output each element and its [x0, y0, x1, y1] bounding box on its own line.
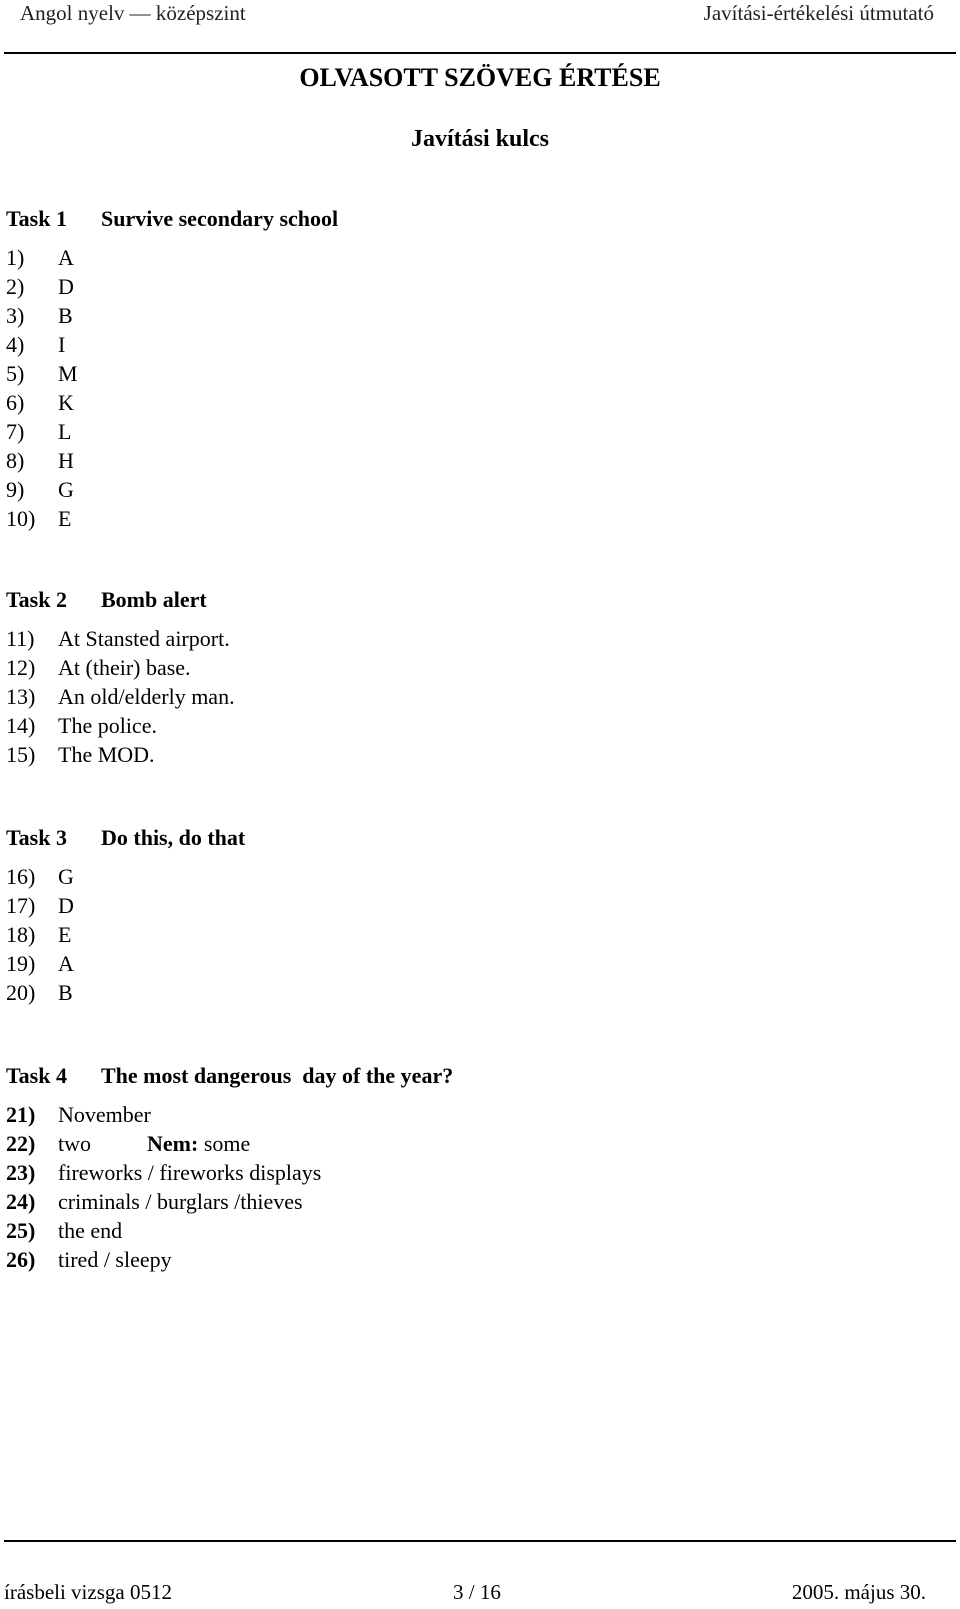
item-answer: D	[58, 893, 74, 918]
task-title: Do this, do that	[101, 825, 246, 850]
item-answer: I	[58, 332, 66, 357]
answer-item	[6, 272, 338, 301]
answer-list	[6, 1100, 453, 1274]
task-label: Task 2	[6, 587, 67, 612]
item-number: 22)	[6, 1131, 36, 1156]
item-number: 1)	[6, 245, 25, 270]
item-number: 26)	[6, 1247, 36, 1272]
answer-item	[6, 1100, 453, 1129]
answer-item	[6, 920, 245, 949]
item-number: 14)	[6, 713, 36, 738]
item-answer: November	[58, 1102, 151, 1127]
task-1-section	[6, 203, 338, 533]
item-answer: fireworks / fireworks displays	[58, 1160, 322, 1185]
item-answer: M	[58, 361, 78, 386]
answer-item	[6, 446, 338, 475]
item-number: 23)	[6, 1160, 36, 1185]
item-number: 5)	[6, 361, 25, 386]
item-number: 15)	[6, 742, 36, 767]
item-answer: B	[58, 980, 73, 1005]
task-3-section	[6, 822, 245, 1007]
answer-list	[6, 862, 245, 1007]
answer-item	[6, 301, 338, 330]
answer-item	[6, 475, 338, 504]
answer-item	[6, 417, 338, 446]
item-answer: A	[58, 951, 74, 976]
answer-list	[6, 243, 338, 533]
not-accepted-answer: some	[198, 1131, 251, 1156]
answer-item	[6, 1187, 453, 1216]
task-heading	[6, 822, 245, 854]
answer-item	[6, 388, 338, 417]
item-number: 25)	[6, 1218, 36, 1243]
footer-date: 2005. május 30.	[791, 1580, 926, 1604]
item-number: 17)	[6, 893, 36, 918]
answer-item	[6, 243, 338, 272]
answer-item	[6, 740, 235, 769]
item-number: 13)	[6, 684, 36, 709]
item-number: 18)	[6, 922, 36, 947]
footer-exam-code: írásbeli vizsga 0512	[4, 1580, 172, 1604]
task-2-section	[6, 584, 235, 769]
item-answer: H	[58, 448, 74, 473]
item-answer: At (their) base.	[58, 655, 191, 680]
answer-item	[6, 862, 245, 891]
header-subject: Angol nyelv — középszint	[20, 1, 246, 25]
item-number: 6)	[6, 390, 25, 415]
item-answer: criminals / burglars /thieves	[58, 1189, 303, 1214]
task-label: Task 4	[6, 1063, 67, 1088]
answer-list	[6, 624, 235, 769]
item-number: 10)	[6, 506, 36, 531]
item-number: 9)	[6, 477, 25, 502]
answer-item	[6, 1245, 453, 1274]
item-number: 8)	[6, 448, 25, 473]
answer-item	[6, 711, 235, 740]
item-number: 3)	[6, 303, 25, 328]
answer-item	[6, 949, 245, 978]
page-title: OLVASOTT SZÖVEG ÉRTÉSE	[299, 63, 661, 92]
item-answer: L	[58, 419, 72, 444]
item-number: 12)	[6, 655, 36, 680]
item-number: 24)	[6, 1189, 36, 1214]
header-divider	[4, 52, 956, 54]
item-answer: E	[58, 922, 72, 947]
item-answer: G	[58, 477, 74, 502]
answer-item	[6, 682, 235, 711]
task-4-section	[6, 1060, 453, 1274]
task-title: The most dangerous day of the year?	[101, 1063, 454, 1088]
item-answer: D	[58, 274, 74, 299]
item-number: 7)	[6, 419, 25, 444]
task-heading	[6, 1060, 453, 1092]
item-number: 4)	[6, 332, 25, 357]
answer-item	[6, 330, 338, 359]
footer-divider	[4, 1540, 956, 1542]
item-answer: K	[58, 390, 74, 415]
task-label: Task 1	[6, 206, 67, 231]
answer-item	[6, 653, 235, 682]
answer-item	[6, 1129, 453, 1158]
answer-item	[6, 359, 338, 388]
item-answer: A	[58, 245, 74, 270]
not-accepted-label: Nem:	[147, 1131, 199, 1156]
item-answer: tired / sleepy	[58, 1247, 172, 1272]
task-title: Bomb alert	[101, 587, 207, 612]
answer-item	[6, 1216, 453, 1245]
task-title: Survive secondary school	[101, 206, 339, 231]
item-answer: The MOD.	[58, 742, 155, 767]
item-answer: G	[58, 864, 74, 889]
task-label: Task 3	[6, 825, 67, 850]
item-number: 21)	[6, 1102, 36, 1127]
answer-item	[6, 978, 245, 1007]
page-header	[20, 0, 934, 26]
header-document-type: Javítási-értékelési útmutató	[703, 1, 934, 25]
item-answer: B	[58, 303, 73, 328]
answer-item	[6, 624, 235, 653]
item-answer: two	[58, 1131, 91, 1156]
page-number: 3 / 16	[453, 1580, 501, 1604]
task-heading	[6, 584, 235, 616]
item-answer: the end	[58, 1218, 123, 1243]
item-number: 11)	[6, 626, 35, 651]
page-footer	[4, 1578, 956, 1606]
item-answer: An old/elderly man.	[58, 684, 235, 709]
item-answer: E	[58, 506, 72, 531]
page-subtitle: Javítási kulcs	[410, 126, 550, 152]
answer-item	[6, 1158, 453, 1187]
item-number: 16)	[6, 864, 36, 889]
task-heading	[6, 203, 338, 235]
item-number: 2)	[6, 274, 25, 299]
item-answer: At Stansted airport.	[58, 626, 230, 651]
item-number: 19)	[6, 951, 36, 976]
item-number: 20)	[6, 980, 36, 1005]
answer-item	[6, 504, 338, 533]
answer-item	[6, 891, 245, 920]
item-answer: The police.	[58, 713, 157, 738]
